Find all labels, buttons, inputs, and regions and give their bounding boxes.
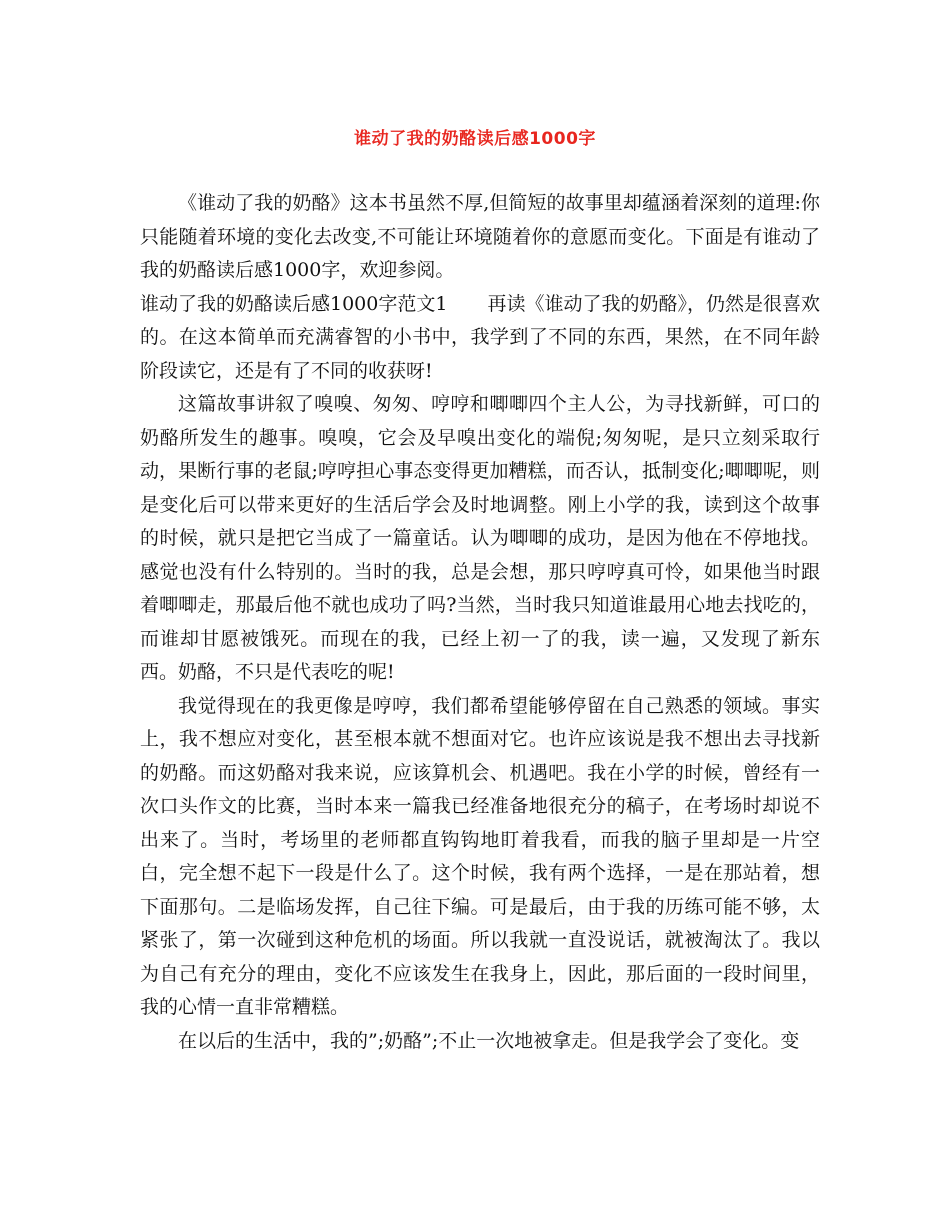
body-paragraph-2: 我觉得现在的我更像是哼哼，我们都希望能够停留在自己熟悉的领域。事实上，我不想应对变化，甚至根本就不想面对它。也许应该说是我不想出去寻找新的奶酪。而这奶酪对我来说，应该算机会、机遇吧。我在小学的时候，曾经有一次口头作文的比赛，当时本来一篇我已经准备地很充分的稿子，在考场时却说不出来了。当时，考场里的老师都直钩钩地盯着我看，而我的脑子里却是一片空白，完全想不起下一段是什么了。这个时候，我有两个选择，一是在那站着，想下面那句。二是临场发挥，自己往下编。可是最后，由于我的历练可能不够，太紧张了，第一次碰到这种危机的场面。所以我就一直没说话，就被淘汰了。我以为自己有充分的理由，变化不应该发生在我身上，因此，那后面的一段时间里，我的心情一直非常糟糕。 — [140, 694, 820, 1018]
intro-paragraph: 《谁动了我的奶酪》这本书虽然不厚,但简短的故事里却蕴涵着深刻的道理:你只能随着环境的变化去改变,不可能让环境随着你的意愿而变化。下面是有谁动了我的奶酪读后感1000字，欢迎参阅。 — [140, 192, 820, 281]
document-title: 谁动了我的奶酪读后感1000字 — [354, 129, 596, 149]
section-first-text: 再读《谁动了我的奶酪》，仍然是很喜欢的。在这本简单而充满睿智的小书中，我学到了不同的东西，果然，在不同年龄阶段读它，还是有了不同的收获呀! — [140, 292, 820, 382]
section-paragraph — [140, 288, 820, 389]
body-paragraph-3: 在以后的生活中，我的”;奶酪”;不止一次地被拿走。但是我学会了变化。变 — [178, 1029, 800, 1052]
section-heading: 谁动了我的奶酪读后感1000字范文1 — [140, 292, 448, 315]
document-body — [140, 187, 820, 1058]
body-paragraph-1: 这篇故事讲叙了嗅嗅、匆匆、哼哼和唧唧四个主人公，为寻找新鲜，可口的奶酪所发生的趣事。嗅嗅，它会及早嗅出变化的端倪;匆匆呢，是只立刻采取行动，果断行事的老鼠;哼哼担心事态变得更加糟糕，而否认，抵制变化;唧唧呢，则是变化后可以带来更好的生活后学会及时地调整。刚上小学的我，读到这个故事的时候，就只是把它当成了一篇童话。认为唧唧的成功，是因为他在不停地找。感觉也没有什么特别的。当时的我，总是会想，那只哼哼真可怜，如果他当时跟着唧唧走，那最后他不就也成功了吗?当然，当时我只知道谁最用心地去找吃的，而谁却甘愿被饿死。而现在的我，已经上初一了的我，读一遍，又发现了新东西。奶酪，不只是代表吃的呢! — [140, 393, 820, 683]
